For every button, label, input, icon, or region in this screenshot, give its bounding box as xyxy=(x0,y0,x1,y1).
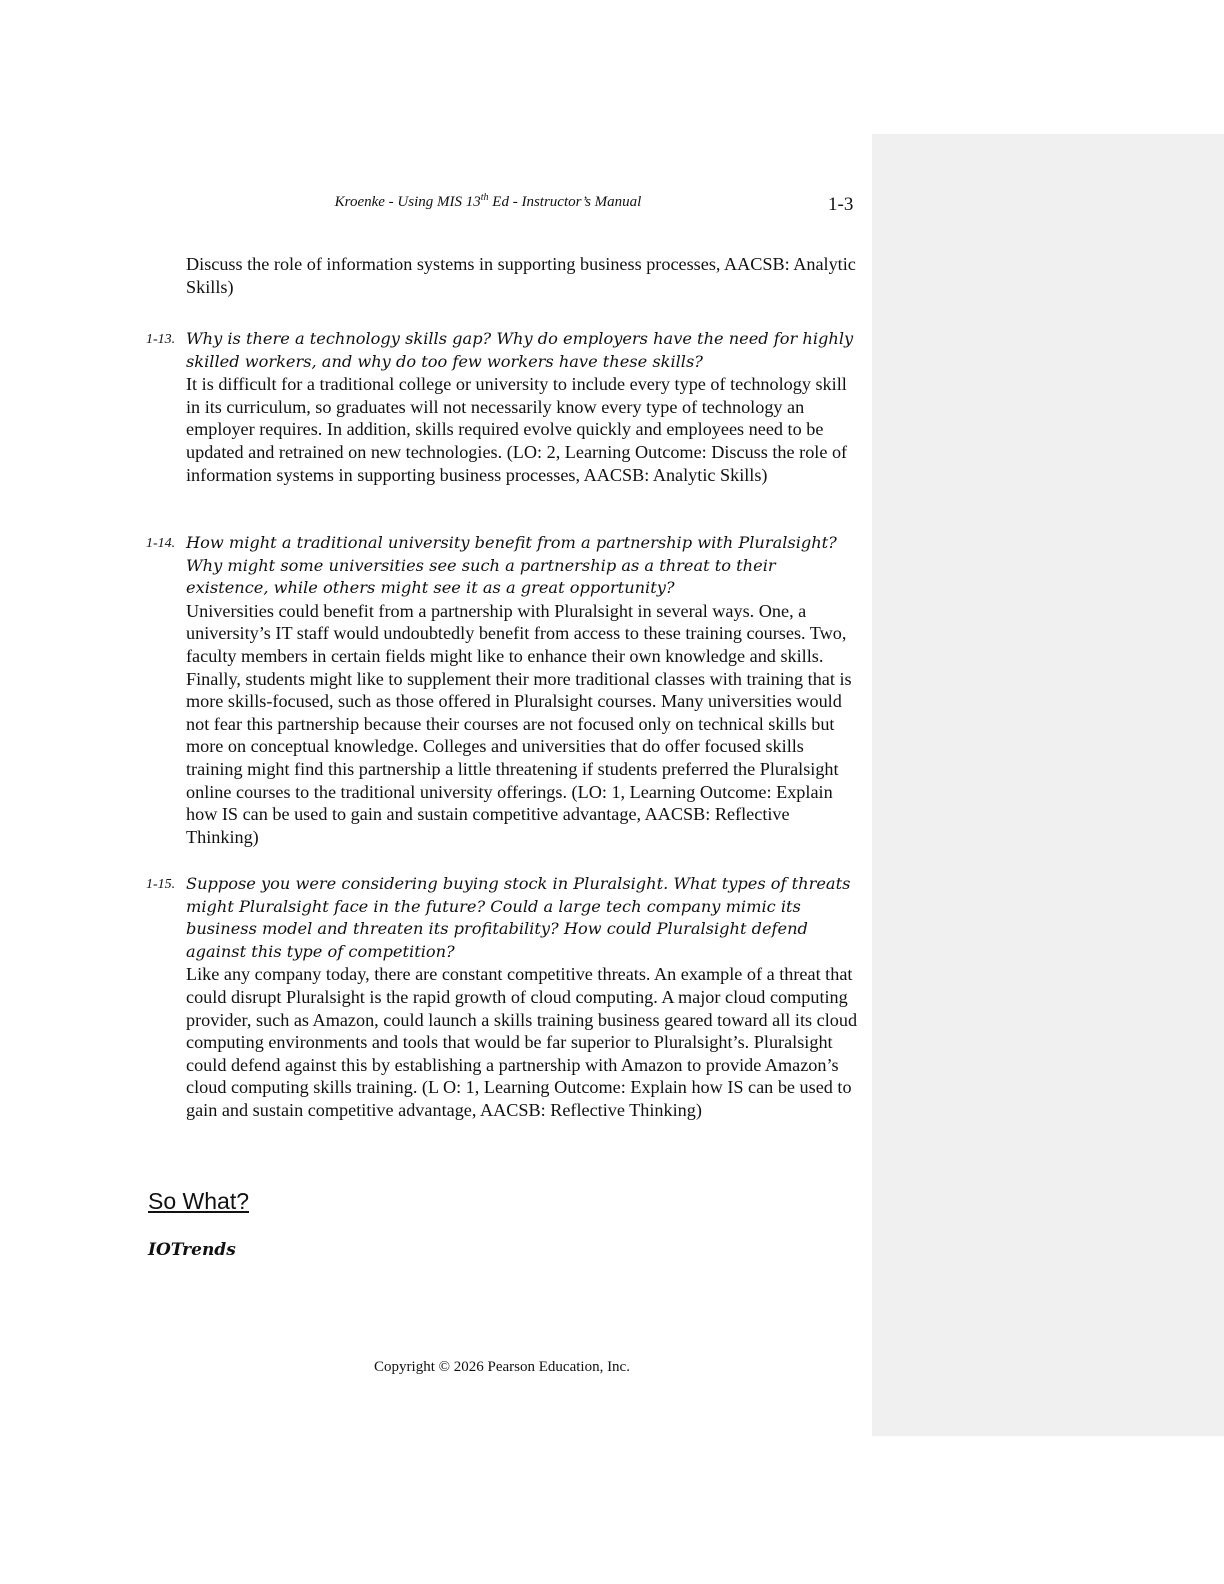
header-title-superscript: th xyxy=(480,192,489,203)
answer-text: Like any company today, there are constant competitive threats. An example of a threat that could disrupt Pluralsight is the rapid growth of cloud computing. A major cloud computing provider, such as Amazon, could launch a skills training business geared toward all its cloud computing environments and tools that would be far superior to Pluralsight’s. Pluralsight could defend against this by establishing a partnership with Amazon to provide Amazon’s cloud computing skills training. (L O: 1, Learning Outcome: Explain how IS can be used to gain and sustain competitive advantage, AACSB: Reflective Thinking) xyxy=(186,964,858,1120)
question-number: 1-15. xyxy=(146,877,176,892)
section-heading: So What? xyxy=(148,1188,249,1214)
answer-text: Universities could benefit from a partnership with Pluralsight in several ways. One, a university’s IT staff would undoubtedly benefit from access to these training courses. Two, faculty members in certain fields might like to enhance their own knowledge and skills. Finally, students might like to supplement their more traditional classes with training that is more skills-focused, such as those offered in Pluralsight courses. Many universities would not fear this partnership because their courses are not focused only on technical skills but more on conceptual knowledge. Colleges and universities that do offer focused skills training might find this partnership a little threatening if students preferred the Pluralsight online courses to the traditional university offerings. (LO: 1, Learning Outcome: Explain how IS can be used to gain and sustain competitive advantage, AACSB: Reflective Thinking) xyxy=(186,600,852,847)
header-title-suffix: Ed - Instructor’s Manual xyxy=(488,194,642,210)
comment-pane xyxy=(872,134,1224,1436)
question-text: Suppose you were considering buying stock in Pluralsight. What types of threats might Pluralsight face in the future? Could a large tech company mimic its business model and threaten its profitability? How could Pluralsight defend against this type of competition? xyxy=(186,874,851,961)
intro-paragraph: Discuss the role of information systems in supporting business processes, AACSB: Analytic Skills) xyxy=(186,254,856,297)
question-block-1-14 xyxy=(146,532,858,848)
question-text: Why is there a technology skills gap? Why do employers have the need for highly skilled workers, and why do too few workers have these skills? xyxy=(186,329,854,371)
copyright-footer: Copyright © 2026 Pearson Education, Inc. xyxy=(374,1359,630,1375)
page-number: 1-3 xyxy=(828,194,854,215)
question-number: 1-14. xyxy=(146,536,176,551)
question-number: 1-13. xyxy=(146,332,176,347)
question-block-1-15 xyxy=(146,873,858,1122)
question-block-1-13 xyxy=(146,328,858,486)
answer-text: It is difficult for a traditional college or university to include every type of technology skill in its curriculum, so graduates will not necessarily know every type of technology an employer requires. In addition, skills required evolve quickly and employees need to be updated and retrained on new technologies. (LO: 2, Learning Outcome: Discuss the role of information systems in supporting business processes, AACSB: Analytic Skills) xyxy=(186,374,848,485)
question-text: How might a traditional university benefit from a partnership with Pluralsight? Why might some universities see such a partnership as a threat to their existence, while others might see it as a great opportunity? xyxy=(186,533,837,598)
section-subheading: IOTrends xyxy=(148,1240,236,1260)
header-title: Kroenke - Using MIS 13 xyxy=(334,194,481,210)
